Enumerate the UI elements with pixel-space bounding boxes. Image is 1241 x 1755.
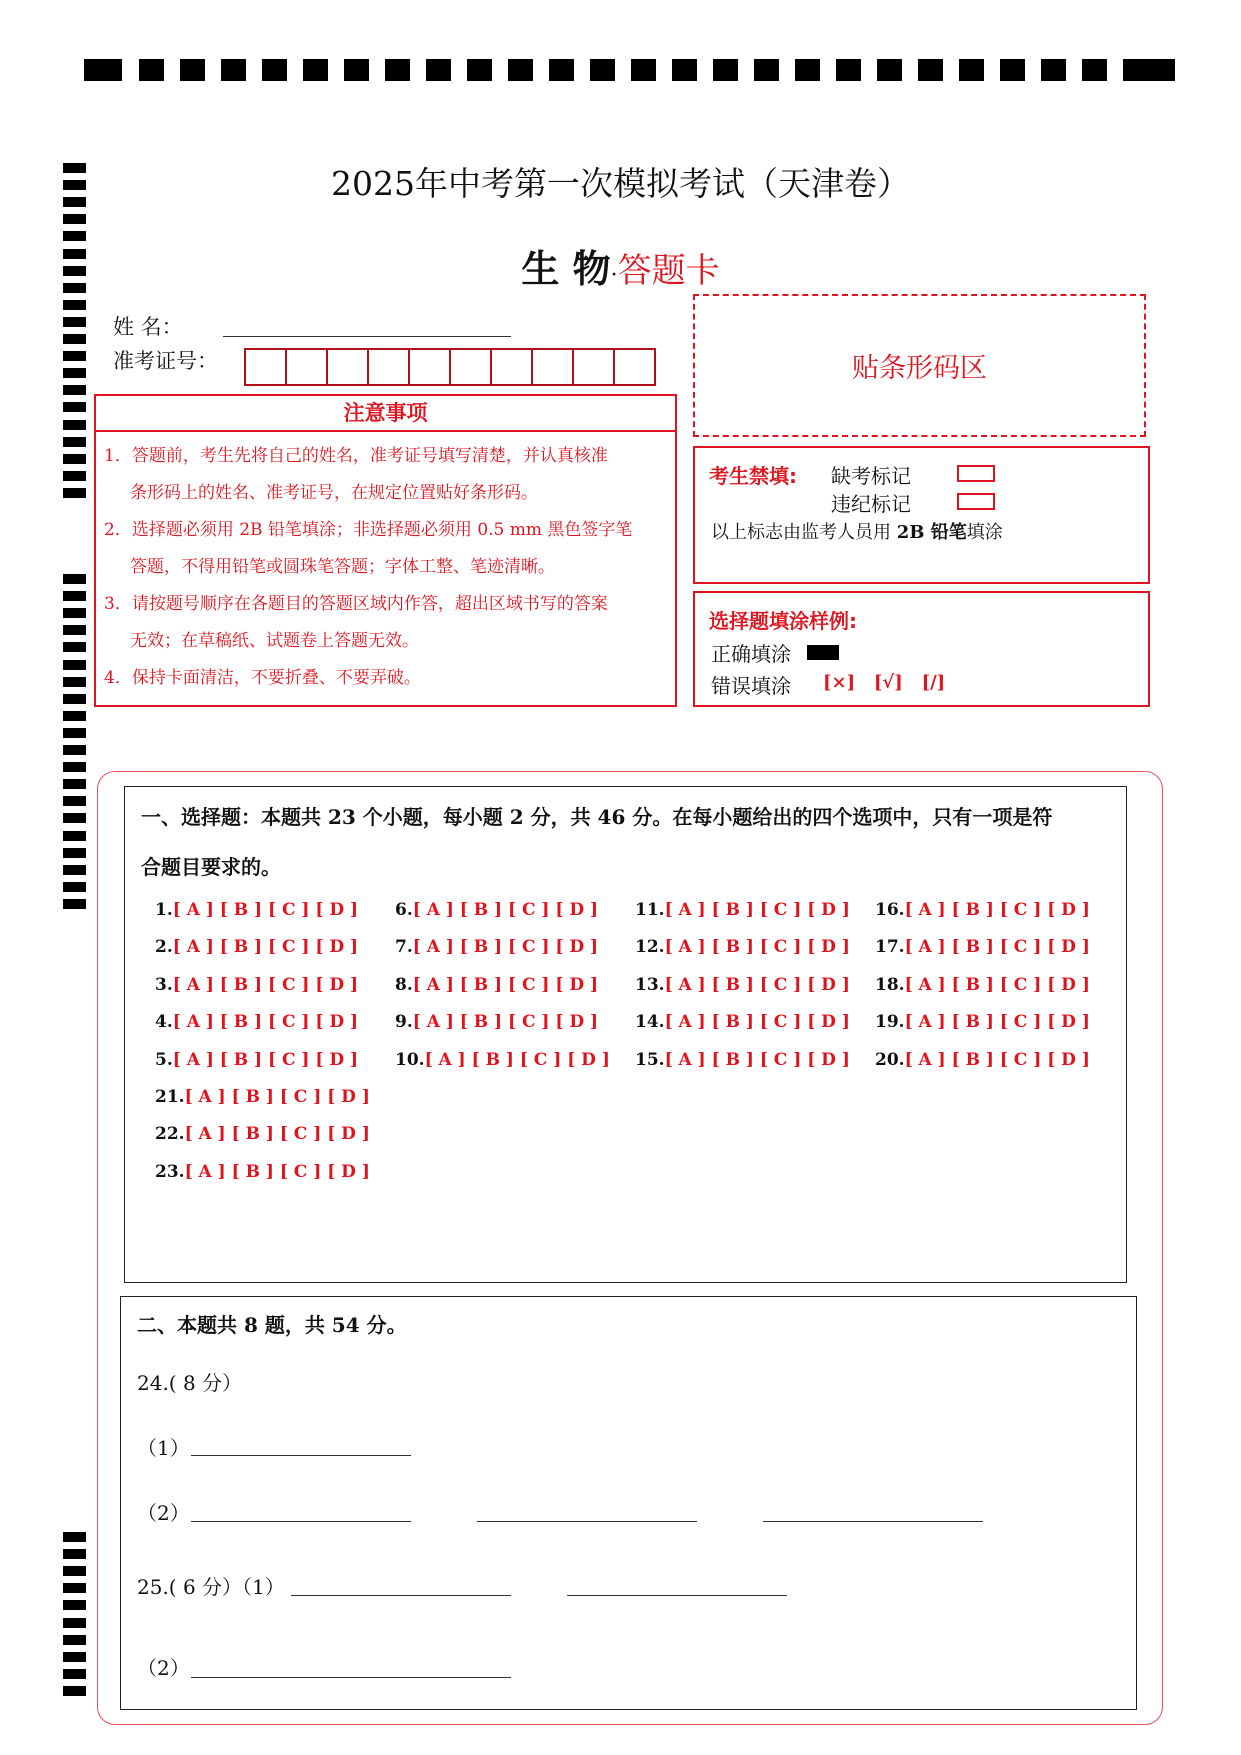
answer-options[interactable]: [ A ] [ B ] [ C ] [ D ] [664, 1050, 850, 1070]
question-number: 13. [635, 975, 665, 995]
timing-mark [63, 1583, 86, 1593]
timing-mark [713, 59, 738, 81]
question-number: 15. [635, 1050, 665, 1070]
timing-mark [63, 368, 86, 378]
timing-mark [1041, 59, 1066, 81]
choice-question[interactable] [155, 1050, 358, 1070]
answer-options[interactable]: [ A ] [ B ] [ C ] [ D ] [904, 937, 1090, 957]
choice-question[interactable] [875, 900, 1090, 920]
answer-options[interactable]: [ A ] [ B ] [ C ] [ D ] [412, 975, 599, 995]
notice-item [104, 438, 669, 512]
section2-box [120, 1296, 1137, 1710]
choice-question[interactable] [155, 1162, 370, 1182]
question-number: 2. [155, 937, 173, 957]
candidate-forbidden-box [693, 446, 1150, 584]
answer-line[interactable] [477, 1521, 697, 1522]
separator-dot: · [610, 263, 618, 288]
timing-mark [139, 59, 164, 81]
timing-mark [63, 574, 86, 584]
question-number: 9. [395, 1012, 413, 1032]
answer-options[interactable]: [ A ] [ B ] [ C ] [ D ] [184, 1087, 370, 1107]
answer-options[interactable]: [ A ] [ B ] [ C ] [ D ] [172, 900, 359, 920]
timing-mark [590, 59, 615, 81]
choice-question[interactable] [635, 975, 850, 995]
timing-mark [63, 437, 86, 447]
id-digit-box[interactable] [328, 350, 369, 384]
timing-mark [1137, 59, 1175, 81]
timing-mark [754, 59, 779, 81]
choice-question[interactable] [875, 975, 1090, 995]
timing-mark [63, 471, 86, 481]
choice-question[interactable] [395, 937, 598, 957]
timing-mark [877, 59, 902, 81]
choice-question[interactable] [155, 1124, 370, 1144]
timing-mark [549, 59, 574, 81]
timing-mark [63, 1652, 86, 1662]
timing-mark [63, 865, 86, 875]
timing-mark [63, 402, 86, 412]
answer-line[interactable] [191, 1455, 411, 1456]
notice-item [104, 586, 669, 660]
question-number: 7. [395, 937, 413, 957]
timing-mark [959, 59, 984, 81]
question-number: 8. [395, 975, 413, 995]
section1-box [124, 786, 1127, 1283]
fill-sample-box [693, 591, 1150, 707]
timing-mark [180, 59, 205, 81]
timing-mark [672, 59, 697, 81]
choice-question[interactable] [875, 1012, 1090, 1032]
timing-mark [63, 1549, 86, 1559]
note-text: 填涂 [966, 522, 1003, 543]
choice-question[interactable] [395, 900, 598, 920]
id-digit-box[interactable] [246, 350, 287, 384]
answer-options[interactable]: [ A ] [ B ] [ C ] [ D ] [904, 975, 1090, 995]
section1-intro [141, 792, 1052, 892]
timing-mark [221, 59, 246, 81]
question-number: 10. [395, 1050, 425, 1070]
notice-line: 1．答题前，考生先将自己的姓名，准考证号填写清楚，并认真核准 [104, 446, 608, 466]
timing-mark [63, 385, 86, 395]
question-number: 23. [155, 1162, 185, 1182]
choice-question[interactable] [875, 937, 1090, 957]
id-digit-box[interactable] [574, 350, 615, 384]
notice-line: 2．选择题必须用 2B 铅笔填涂；非选择题必须用 0.5 mm 黑色签字笔 [104, 520, 633, 540]
timing-mark [63, 334, 86, 344]
timing-mark [1000, 59, 1025, 81]
timing-mark [63, 608, 86, 618]
choice-question[interactable] [155, 1087, 370, 1107]
correct-fill-label: 正确填涂 [711, 642, 791, 666]
answer-line[interactable] [191, 1677, 511, 1678]
notice-line: 4．保持卡面清洁，不要折叠、不要弄破。 [104, 668, 421, 688]
timing-mark [344, 59, 369, 81]
q25-part2-label: （2） [137, 1656, 190, 1680]
timing-mark [63, 1635, 86, 1645]
timing-mark [63, 677, 86, 687]
choice-question[interactable] [635, 937, 850, 957]
timing-mark [303, 59, 328, 81]
question-number: 3. [155, 975, 173, 995]
question-number: 1. [155, 900, 173, 920]
id-number-boxes[interactable] [244, 348, 656, 386]
timing-mark [631, 59, 656, 81]
answer-line[interactable] [763, 1521, 983, 1522]
notice-item [104, 512, 669, 586]
choice-question[interactable] [635, 1050, 850, 1070]
subject-name: 生 物 [521, 246, 611, 291]
notice-line: 无效；在草稿纸、试题卷上答题无效。 [130, 631, 419, 651]
notice-body [94, 432, 677, 707]
answer-line[interactable] [291, 1595, 511, 1596]
timing-mark [63, 694, 86, 704]
q25-label: 25.( 6 分）（1） [137, 1575, 285, 1599]
answer-options[interactable]: [ A ] [ B ] [ C ] [ D ] [664, 900, 850, 920]
question-number: 19. [875, 1012, 905, 1032]
timing-mark [63, 1600, 86, 1610]
answer-options[interactable]: [ A ] [ B ] [ C ] [ D ] [904, 900, 1090, 920]
timing-mark [63, 300, 86, 310]
answer-options[interactable]: [ A ] [ B ] [ C ] [ D ] [184, 1162, 370, 1182]
violation-mark-box[interactable] [957, 493, 995, 510]
question-number: 4. [155, 1012, 173, 1032]
q24-label: 24.( 8 分） [137, 1371, 243, 1395]
id-digit-box[interactable] [492, 350, 533, 384]
timing-mark [63, 317, 86, 327]
timing-mark [385, 59, 410, 81]
question-number: 6. [395, 900, 413, 920]
forbidden-note [711, 518, 1003, 544]
section2-heading: 二、本题共 8 题，共 54 分。 [137, 1313, 407, 1337]
choice-question[interactable] [155, 1012, 358, 1032]
note-text: 以上标志由监考人员用 [711, 522, 897, 543]
answer-line[interactable] [567, 1595, 787, 1596]
choice-question[interactable] [155, 900, 358, 920]
timing-mark [63, 488, 86, 498]
timing-mark [63, 351, 86, 361]
timing-mark [63, 813, 86, 823]
timing-mark [63, 779, 86, 789]
intro-line: 一、选择题：本题共 23 个小题，每小题 2 分，共 46 分。在每小题给出的四个选项中，只有一项是符 [141, 805, 1053, 829]
timing-mark [63, 1532, 86, 1542]
timing-mark [63, 1686, 86, 1696]
answer-options[interactable]: [ A ] [ B ] [ C ] [ D ] [664, 1012, 850, 1032]
choice-question[interactable] [395, 1012, 598, 1032]
timing-mark [426, 59, 451, 81]
answer-card-label: 答题卡 [617, 251, 720, 291]
timing-mark [467, 59, 492, 81]
answer-options[interactable]: [ A ] [ B ] [ C ] [ D ] [664, 975, 850, 995]
correct-fill-mark [807, 645, 839, 660]
answer-options[interactable]: [ A ] [ B ] [ C ] [ D ] [172, 937, 359, 957]
barcode-area: 贴条形码区 [693, 294, 1146, 437]
answer-options[interactable]: [ A ] [ B ] [ C ] [ D ] [664, 937, 850, 957]
timing-mark [63, 420, 86, 430]
q24-part2-label: （2） [137, 1501, 190, 1525]
id-digit-box[interactable] [533, 350, 574, 384]
id-digit-box[interactable] [369, 350, 410, 384]
timing-mark [63, 762, 86, 772]
timing-mark [63, 591, 86, 601]
timing-mark [63, 660, 86, 670]
answer-options[interactable]: [ A ] [ B ] [ C ] [ D ] [184, 1124, 370, 1144]
question-number: 5. [155, 1050, 173, 1070]
wrong-fill-label: 错误填涂 [711, 674, 791, 698]
timing-mark [63, 1669, 86, 1679]
timing-mark [63, 214, 86, 224]
violation-mark-label: 违纪标记 [831, 492, 911, 516]
answer-options[interactable]: [ A ] [ B ] [ C ] [ D ] [172, 975, 359, 995]
timing-mark [63, 848, 86, 858]
answer-options[interactable]: [ A ] [ B ] [ C ] [ D ] [412, 937, 599, 957]
q24-part1-label: （1） [137, 1436, 190, 1460]
name-field[interactable] [223, 336, 511, 337]
question-number: 16. [875, 900, 905, 920]
timing-mark [63, 711, 86, 721]
question-number: 21. [155, 1087, 185, 1107]
choice-question[interactable] [395, 1050, 610, 1070]
answer-options[interactable]: [ A ] [ B ] [ C ] [ D ] [172, 1050, 359, 1070]
answer-options[interactable]: [ A ] [ B ] [ C ] [ D ] [412, 900, 599, 920]
question-number: 11. [635, 900, 665, 920]
timing-mark [63, 899, 86, 909]
name-label: 姓 名： [113, 315, 183, 339]
answer-options[interactable]: [ A ] [ B ] [ C ] [ D ] [412, 1012, 599, 1032]
answer-options[interactable]: [ A ] [ B ] [ C ] [ D ] [904, 1012, 1090, 1032]
absent-mark-label: 缺考标记 [831, 464, 911, 488]
timing-mark [262, 59, 287, 81]
timing-mark [63, 642, 86, 652]
choice-question[interactable] [635, 900, 850, 920]
wrong-fill-marks: [×] [√] [/] [823, 672, 946, 693]
notice-line: 答题，不得用铅笔或圆珠笔答题；字体工整、笔迹清晰。 [130, 557, 555, 577]
timing-mark [63, 882, 86, 892]
timing-mark [1082, 59, 1107, 81]
id-digit-box[interactable] [410, 350, 451, 384]
id-digit-box[interactable] [287, 350, 328, 384]
timing-mark [84, 59, 122, 81]
timing-mark [63, 745, 86, 755]
answer-options[interactable]: [ A ] [ B ] [ C ] [ D ] [904, 1050, 1090, 1070]
choice-question[interactable] [155, 937, 358, 957]
forbidden-label: 考生禁填: [709, 464, 797, 488]
timing-mark [63, 728, 86, 738]
choice-question[interactable] [875, 1050, 1090, 1070]
notice-item [104, 660, 669, 697]
note-bold: 2B 铅笔 [896, 522, 967, 543]
question-number: 14. [635, 1012, 665, 1032]
choice-question[interactable] [395, 975, 598, 995]
timing-mark [795, 59, 820, 81]
id-digit-box[interactable] [615, 350, 654, 384]
answer-line[interactable] [191, 1521, 411, 1522]
timing-mark [63, 831, 86, 841]
choice-question[interactable] [635, 1012, 850, 1032]
id-digit-box[interactable] [451, 350, 492, 384]
choice-question[interactable] [155, 975, 358, 995]
question-number: 12. [635, 937, 665, 957]
question-number: 22. [155, 1124, 185, 1144]
question-number: 17. [875, 937, 905, 957]
intro-line: 合题目要求的。 [141, 855, 281, 879]
subject-heading [0, 238, 1241, 293]
timing-mark [63, 796, 86, 806]
answer-options[interactable]: [ A ] [ B ] [ C ] [ D ] [172, 1012, 359, 1032]
notice-line: 3．请按题号顺序在各题目的答题区域内作答，超出区域书写的答案 [104, 594, 608, 614]
answer-options[interactable]: [ A ] [ B ] [ C ] [ D ] [424, 1050, 610, 1070]
timing-mark [63, 1618, 86, 1628]
timing-mark [63, 1566, 86, 1576]
timing-mark [508, 59, 533, 81]
absent-mark-box[interactable] [957, 465, 995, 482]
question-number: 18. [875, 975, 905, 995]
timing-mark [918, 59, 943, 81]
question-number: 20. [875, 1050, 905, 1070]
fill-sample-heading: 选择题填涂样例: [709, 609, 857, 633]
timing-mark [63, 454, 86, 464]
timing-mark [836, 59, 861, 81]
timing-mark [63, 625, 86, 635]
exam-title: 2025年中考第一次模拟考试（天津卷） [331, 164, 910, 203]
notice-heading: 注意事项 [94, 394, 677, 432]
id-label: 准考证号： [113, 349, 218, 373]
notice-line: 条形码上的姓名、准考证号，在规定位置贴好条形码。 [130, 483, 538, 503]
